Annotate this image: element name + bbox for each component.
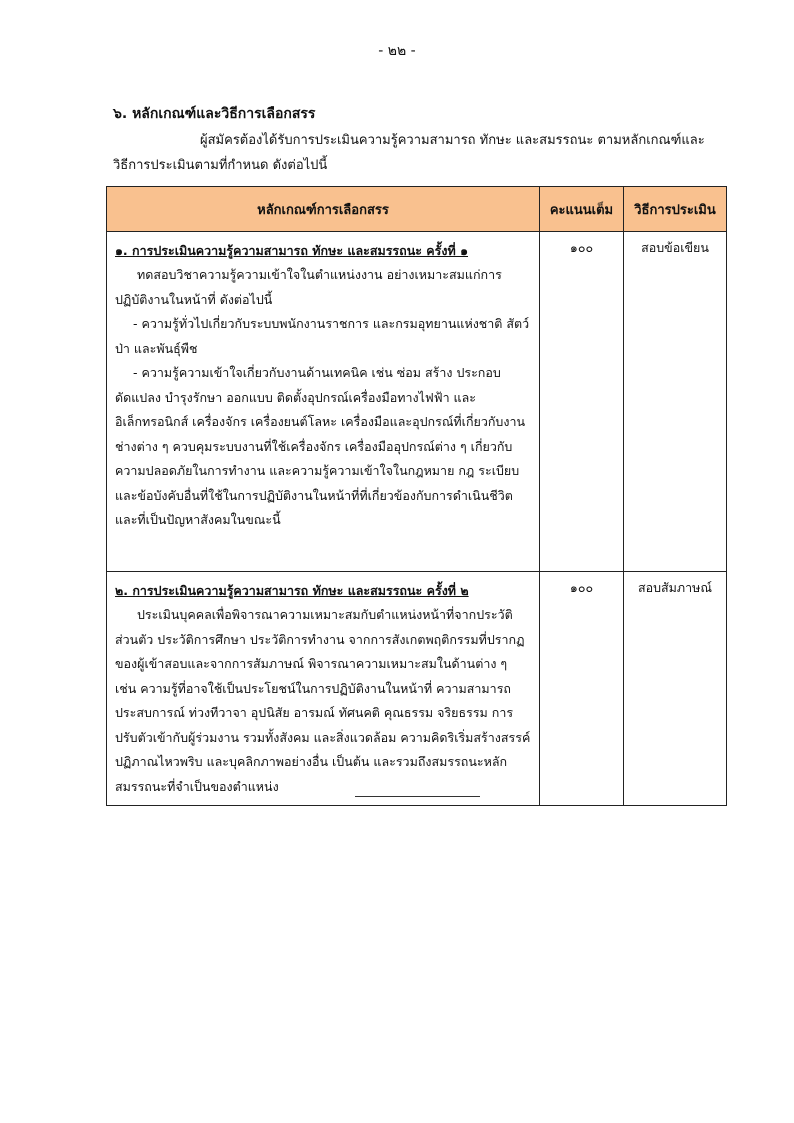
criteria-table (106, 186, 727, 806)
item-body (115, 603, 531, 799)
item-bullet: - ความรู้ความเข้าใจเกี่ยวกับงานด้านเทคนิค เช่น ซ่อม สร้าง ประกอบ ดัดแปลง บำรุงรักษา ออกแบบ ติดตั้งอุปกรณ์เครื่องมือทางไฟฟ้า และอิเล็กทรอนิกส์ เครื่องจักร เครื่องยนต์โลหะ เครื่องมือและอุปกรณ์ที่เกี่ยวกับงานช่างต่าง ๆ ควบคุมระบบงานที่ใช้เครื่องจักร เครื่องมืออุปกรณ์ต่าง ๆ เกี่ยวกับความปลอดภัยในการทำงาน และความรู้ความเข้าใจในกฎหมาย กฎ ระเบียบ และข้อบังคับอื่นที่ใช้ในการปฏิบัติงานในหน้าที่ที่เกี่ยวข้องกับการดำเนินชีวิต และที่เป็นปัญหาสังคมในขณะนี้ (115, 365, 526, 527)
item-lead: ประเมินบุคคลเพื่อพิจารณาความเหมาะสมกับตำแหน่งหน้าที่จากประวัติส่วนตัว ประวัติการศึกษา ประวัติการทำงาน จากการสังเกตพฤติกรรมที่ปรากฏของผู้เข้าสอบและจากการสัมภาษณ์ พิจารณาความเหมาะสมในด้านต่าง ๆ เช่น ความรู้ที่อาจใช้เป็นประโยชน์ในการปฏิบัติงานในหน้าที่ ความสามารถ ประสบการณ์ ท่วงทีวาจา อุปนิสัย อารมณ์ ทัศนคติ คุณธรรม จริยธรรม การปรับตัวเข้ากับผู้ร่วมงาน รวมทั้งสังคม และสิ่งแวดล้อม ความคิดริเริ่มสร้างสรรค์ ปฏิภาณไหวพริบ และบุคลิกภาพอย่างอื่น เป็นต้น และรวมถึงสมรรถนะหลัก สมรรถนะที่จำเป็นของตำแหน่ง (115, 607, 531, 794)
method-cell: สอบสัมภาษณ์ (624, 572, 727, 806)
table-row (107, 232, 727, 572)
item-title: ๒. การประเมินความรู้ความสามารถ ทักษะ และสมรรถนะ ครั้งที่ ๒ (115, 583, 469, 598)
score-cell: ๑๐๐ (540, 232, 624, 572)
item-bullet: - ความรู้ทั่วไปเกี่ยวกับระบบพนักงานราชการ และกรมอุทยานแห่งชาติ สัตว์ป่า และพันธุ์พืช (115, 316, 530, 356)
criteria-cell (107, 572, 540, 806)
intro-text: ผู้สมัครต้องได้รับการประเมินความรู้ความสามารถ ทักษะ และสมรรถนะ ตามหลักเกณฑ์และวิธีการประเมินตามที่กำหนด ดังต่อไปนี้ (113, 133, 705, 173)
item-lead: ทดสอบวิชาความรู้ความเข้าใจในตำแหน่งงาน อย่างเหมาะสมแก่การปฏิบัติงานในหน้าที่ ดังต่อไปนี้ (115, 267, 502, 307)
method-cell: สอบข้อเขียน (624, 232, 727, 572)
intro-paragraph (113, 128, 713, 178)
score-cell: ๑๐๐ (540, 572, 624, 806)
section-heading: ๖. หลักเกณฑ์และวิธีการเลือกสรร (113, 106, 316, 122)
table-header-row (107, 187, 727, 232)
item-body (115, 263, 531, 533)
header-method: วิธีการประเมิน (624, 187, 727, 232)
end-rule (355, 796, 480, 797)
header-score: คะแนนเต็ม (540, 187, 624, 232)
header-criteria: หลักเกณฑ์การเลือกสรร (107, 187, 540, 232)
criteria-cell (107, 232, 540, 572)
item-title: ๑. การประเมินความรู้ความสามารถ ทักษะ และสมรรถนะ ครั้งที่ ๑ (115, 243, 469, 258)
page-number: - ๒๒ - (378, 43, 416, 59)
table-row (107, 572, 727, 806)
